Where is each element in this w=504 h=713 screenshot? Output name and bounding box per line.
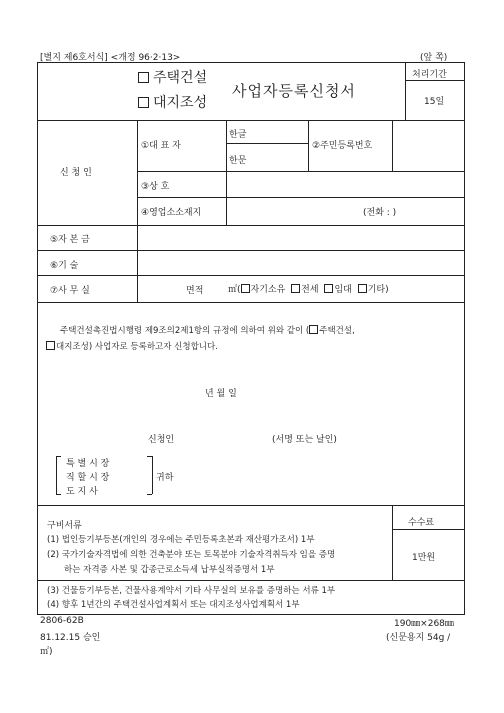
approval-note: 81.12.15 승인: [40, 633, 101, 643]
checkbox-icon: [291, 284, 300, 293]
fee-value: 1만원: [412, 553, 436, 563]
statement-line-2: 대지조성) 사업자로 등록하고자 신청합니다.: [46, 340, 218, 352]
rep-label: ①대 표 자: [141, 141, 181, 151]
checkbox-icon: [309, 325, 318, 334]
recipient-suffix: 귀하: [156, 473, 174, 483]
page-side: (앞 쪽): [420, 53, 448, 63]
date-line: 년 월 일: [205, 389, 237, 399]
paper-unit: ㎡): [40, 647, 53, 657]
documents-heading: 구비서류: [47, 521, 82, 531]
fee-label: 수수료: [408, 518, 435, 528]
hangul-label: 한글: [229, 130, 247, 140]
office-label: ⑦사 무 실: [50, 286, 90, 296]
form-code: 2806-62B: [40, 616, 84, 626]
checkbox-icon: [138, 72, 149, 83]
paper-size: 190㎜×268㎜: [394, 619, 454, 629]
seal-text: (서명 또는 날인): [272, 435, 337, 445]
address-label: ④영업소소재지: [141, 208, 202, 218]
tech-label: ⑥기 술: [50, 261, 79, 271]
paper-spec: (신문용지 54g /: [386, 633, 451, 643]
applicant-sign-label: 신청인: [148, 435, 175, 445]
hanmun-label: 한문: [229, 156, 247, 166]
recipient-line-3: 도 지 사: [66, 487, 98, 497]
checkbox-icon: [138, 97, 149, 108]
recipient-line-2: 직 할 시 장: [66, 473, 110, 483]
trade-name-label: ③상 호: [141, 182, 170, 192]
capital-label: ⑤자 본 금: [50, 235, 90, 245]
processing-value: 15일: [424, 97, 445, 107]
revision-note: <개정 96·2·13>: [110, 53, 181, 63]
applicant-section-label: 신 청 인: [60, 168, 92, 178]
phone-field: (전화 : ): [363, 208, 397, 218]
statement-line-1: 주택건설촉진법시행령 제9조의2제1항의 규정에 의하여 위와 같이 ( 주택건설,: [60, 326, 355, 336]
office-tenure-options: ㎡( 자기소유 전세 임대 기타): [228, 285, 389, 295]
form-label: [별지 제6호서식] <개정 96·2·13>: [40, 53, 181, 63]
document-item-3: (3) 건물등기부등본, 건물사용계약서 기타 사무실의 보유를 증명하는 서류 1부: [47, 586, 336, 596]
document-item-2a: (2) 국가기술자격법에 의한 건축분야 또는 토목분야 기술자격취득자 임을 증명: [47, 550, 336, 560]
checkbox-icon: [241, 284, 250, 293]
form-title: 사업자등록신청서: [232, 82, 356, 100]
recipient-line-1: 특 별 시 장: [66, 459, 110, 469]
checkbox-icon: [358, 284, 367, 293]
regno-label: ②주민등록번호: [312, 141, 373, 151]
checkbox-icon: [324, 284, 333, 293]
checkbox-icon: [46, 341, 55, 350]
area-label: 면적: [186, 286, 204, 296]
option-land: 대지조성: [138, 92, 207, 112]
processing-label: 처리기간: [412, 70, 447, 80]
option-housing: 주택건설: [138, 67, 207, 87]
document-item-4: (4) 향후 1년간의 주택건설사업계획서 또는 대지조성사업계획서 1부: [47, 600, 300, 610]
document-item-2b: 하는 자격증 사본 및 갑종근로소득세 납부실적증명서 1부: [64, 565, 275, 575]
document-item-1: (1) 법인등기부등본(개인의 경우에는 주민등록초본과 재산평가조서) 1부: [47, 535, 315, 545]
